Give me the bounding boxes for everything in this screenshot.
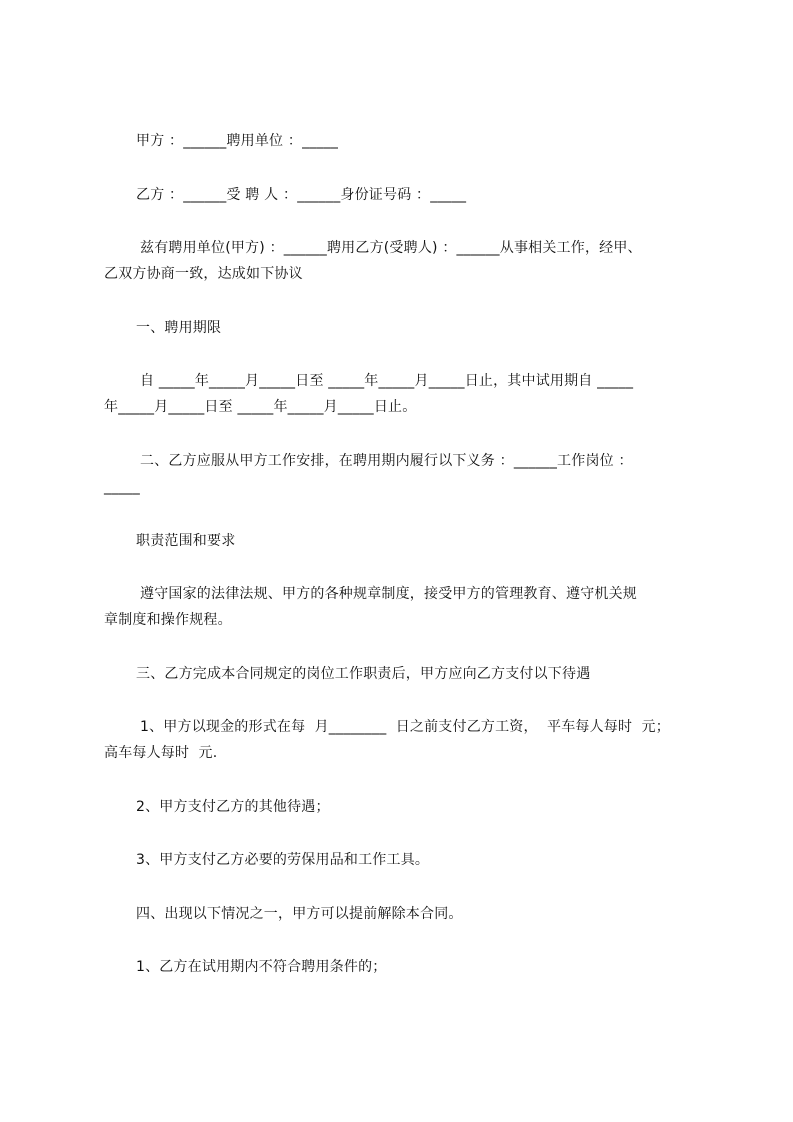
section-1-heading: 一、聘用期限 bbox=[136, 320, 222, 336]
preamble-line-2: 乙双方协商一致，达成如下协议 bbox=[104, 266, 303, 282]
section-2-line-2: _____ bbox=[104, 479, 140, 495]
duties-heading: 职责范围和要求 bbox=[136, 533, 236, 549]
duties-line-1: 遵守国家的法律法规、甲方的各种规章制度，接受甲方的管理教育、遵守机关规 bbox=[140, 586, 637, 602]
pay-line-2: 高车每人每时 元. bbox=[104, 745, 218, 761]
benefit-item-2: 2、甲方支付乙方的其他待遇； bbox=[136, 799, 330, 815]
benefit-item-3: 3、甲方支付乙方必要的劳保用品和工作工具。 bbox=[136, 852, 430, 868]
term-line-1: 自 _____年_____月_____日至 _____年_____月_____日止，其中试用期自 _____ bbox=[140, 373, 634, 389]
pay-line-1: 1、甲方以现金的形式在每 月________ 日之前支付乙方工资， 平车每人每时 元； bbox=[140, 719, 670, 735]
section-2-line-1: 二、乙方应服从甲方工作安排，在聘用期内履行以下义务 ：______工作岗位 ： bbox=[140, 453, 633, 469]
section-3-heading: 三、乙方完成本合同规定的岗位工作职责后，甲方应向乙方支付以下待遇 bbox=[136, 666, 591, 682]
party-b-line: 乙方 ：______受 聘 人 ：______身份证号码 ：_____ bbox=[136, 187, 467, 203]
party-a-line: 甲方 ：______聘用单位 ：_____ bbox=[136, 133, 339, 149]
term-line-2: 年_____月_____日至 _____年_____月_____日止。 bbox=[104, 399, 417, 415]
preamble-line-1: 兹有聘用单位(甲方) ：______聘用乙方(受聘人) ：______从事相关工作，经甲、 bbox=[140, 240, 642, 256]
section-4-heading: 四、出现以下情况之一，甲方可以提前解除本合同。 bbox=[136, 906, 463, 922]
duties-line-2: 章制度和操作规程。 bbox=[104, 612, 232, 628]
termination-item-1: 1、乙方在试用期内不符合聘用条件的； bbox=[136, 959, 387, 975]
